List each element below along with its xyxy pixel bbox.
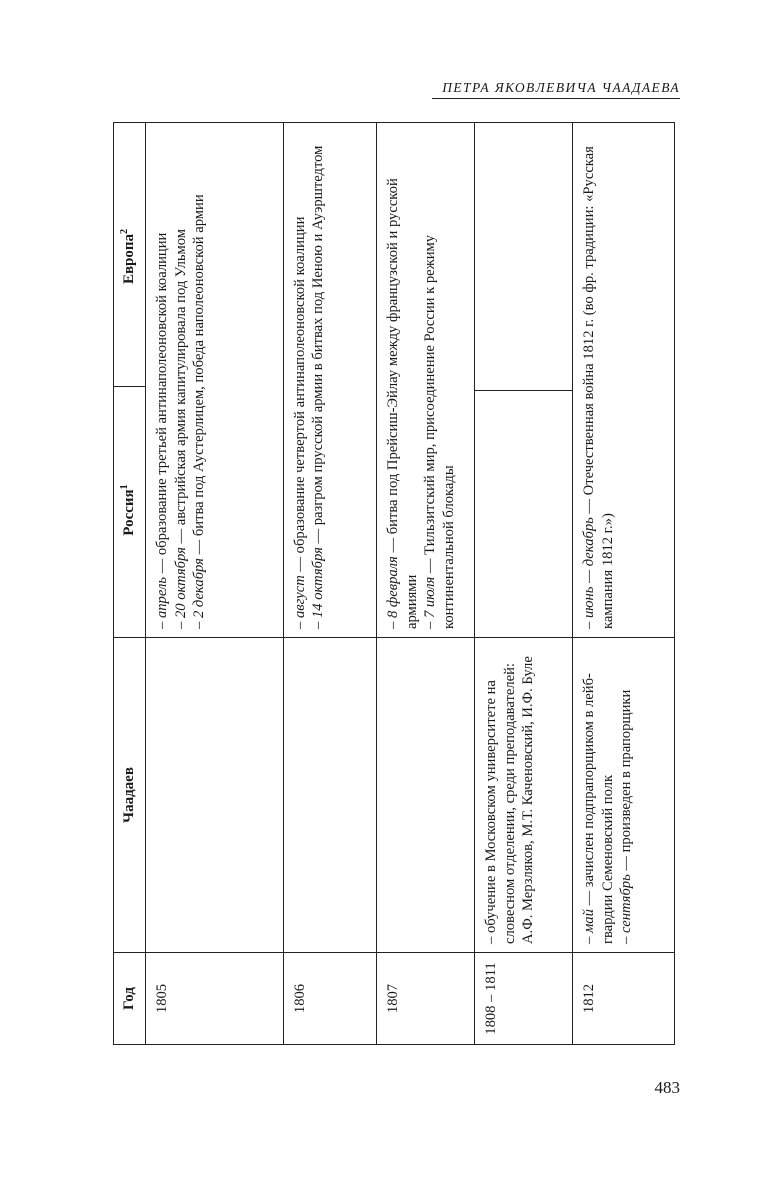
chaadaev-entry: – май — зачислен подпрапорщиком в лейб-гвардии Семеновский полк <box>581 673 616 944</box>
year-cell: 1805 <box>146 953 284 1045</box>
chronology-table <box>113 122 675 1045</box>
header-europe-footnote: 2 <box>119 228 131 234</box>
year-cell: 1807 <box>377 953 475 1045</box>
event-text: — битва под Аустерлицем, победа наполеоновской армии <box>191 194 208 559</box>
event-text: — разгром прусской армии в битвах под Иеною и Ауэрштедтом <box>310 145 327 548</box>
table-row <box>475 123 573 1045</box>
year-cell: 1812 <box>573 953 675 1045</box>
column-divider <box>474 390 573 391</box>
table-header-row <box>114 123 146 1045</box>
event-date: 8 февраля <box>385 556 402 619</box>
event-entry: – апрель — образование третьей антинаполеоновской коалиции <box>154 232 171 629</box>
events-cell <box>146 123 284 638</box>
header-russia-footnote: 1 <box>119 484 131 490</box>
chaadaev-entry: – обучение в Московском университете на словесном отделении, среди преподавателей: А.Ф. Мерзляков, М.Т. Каченовский, И.Ф. Буле <box>483 656 537 944</box>
events-cell <box>283 123 377 638</box>
header-year: Год <box>114 953 146 1045</box>
event-entry: – 20 октября — австрийская армия капитулировала под Ульмом <box>172 228 189 629</box>
header-europe: Европа <box>121 233 138 285</box>
events-cell <box>475 123 573 638</box>
chaadaev-date: сентябрь <box>618 874 635 934</box>
event-text: — образование третьей антинаполеоновской коалиции <box>154 232 171 578</box>
chaadaev-cell <box>146 638 284 953</box>
event-entry: – 14 октября — разгром прусской армии в битвах под Иеною и Ауэрштедтом <box>310 145 327 629</box>
table-row <box>283 123 377 1045</box>
table-row <box>573 123 675 1045</box>
chaadaev-cell <box>377 638 475 953</box>
running-head-rule <box>432 98 680 99</box>
rotated-table-wrapper <box>113 123 675 1045</box>
event-date: 7 июля <box>422 576 439 619</box>
event-date: 2 декабря <box>191 558 208 619</box>
event-entry: – август — образование четвертой антинаполеоновской коалиции <box>291 216 308 629</box>
event-text: — Отечественная война 1812 г. (во фр. традиции: «Русская кампания 1812 г.») <box>581 146 616 629</box>
chaadaev-cell <box>475 638 573 953</box>
event-date: 14 октября <box>310 547 327 619</box>
header-russia: Россия <box>121 489 138 536</box>
chaadaev-text: — зачислен подпрапорщиком в лейб-гвардии Семеновский полк <box>581 673 616 944</box>
table-row <box>146 123 284 1045</box>
chaadaev-cell <box>573 638 675 953</box>
chronology-table-frame <box>113 123 675 1045</box>
event-entry: – июнь — декабрь — Отечественная война 1812 г. (во фр. традиции: «Русская кампания 1812 г.») <box>581 146 616 629</box>
event-text: — битва под Прейсиш-Эйлау между французской и русской армиями <box>385 178 420 629</box>
event-text: — австрийская армия капитулировала под Ульмом <box>172 228 189 548</box>
chaadaev-entry: – сентябрь — произведен в прапорщики <box>618 689 635 944</box>
chaadaev-text: обучение в Московском университете на словесном отделении, среди преподавателей: А.Ф. Мерзляков, М.Т. Каченовский, И.Ф. Буле <box>483 656 537 944</box>
running-head: ПЕТРА ЯКОВЛЕВИЧА ЧААДАЕВА <box>442 80 680 95</box>
year-cell: 1806 <box>283 953 377 1045</box>
page-number: 483 <box>654 1078 680 1097</box>
header-chaadaev: Чаадаев <box>114 638 146 953</box>
event-date: июнь — декабрь <box>581 517 598 619</box>
event-entry: – 7 июля — Тильзитский мир, присоединение России к режиму континентальной блокады <box>422 234 457 629</box>
chaadaev-cell <box>283 638 377 953</box>
chaadaev-text: — произведен в прапорщики <box>618 689 635 875</box>
events-cell <box>573 123 675 638</box>
chaadaev-date: май <box>581 909 598 934</box>
events-cell <box>377 123 475 638</box>
table-row <box>377 123 475 1045</box>
event-date: август <box>291 575 308 619</box>
event-text: — образование четвертой антинаполеоновской коалиции <box>291 216 308 576</box>
event-text: — Тильзитский мир, присоединение России к режиму континентальной блокады <box>422 234 457 629</box>
event-entry: – 8 февраля — битва под Прейсиш-Эйлау между французской и русской армиями <box>385 178 420 629</box>
event-entry: – 2 декабря — битва под Аустерлицем, победа наполеоновской армии <box>191 194 208 629</box>
event-date: 20 октября <box>172 547 189 619</box>
year-cell: 1808 – 1811 <box>475 953 573 1045</box>
event-date: апрель <box>154 577 171 619</box>
header-russia-europe <box>114 123 146 638</box>
